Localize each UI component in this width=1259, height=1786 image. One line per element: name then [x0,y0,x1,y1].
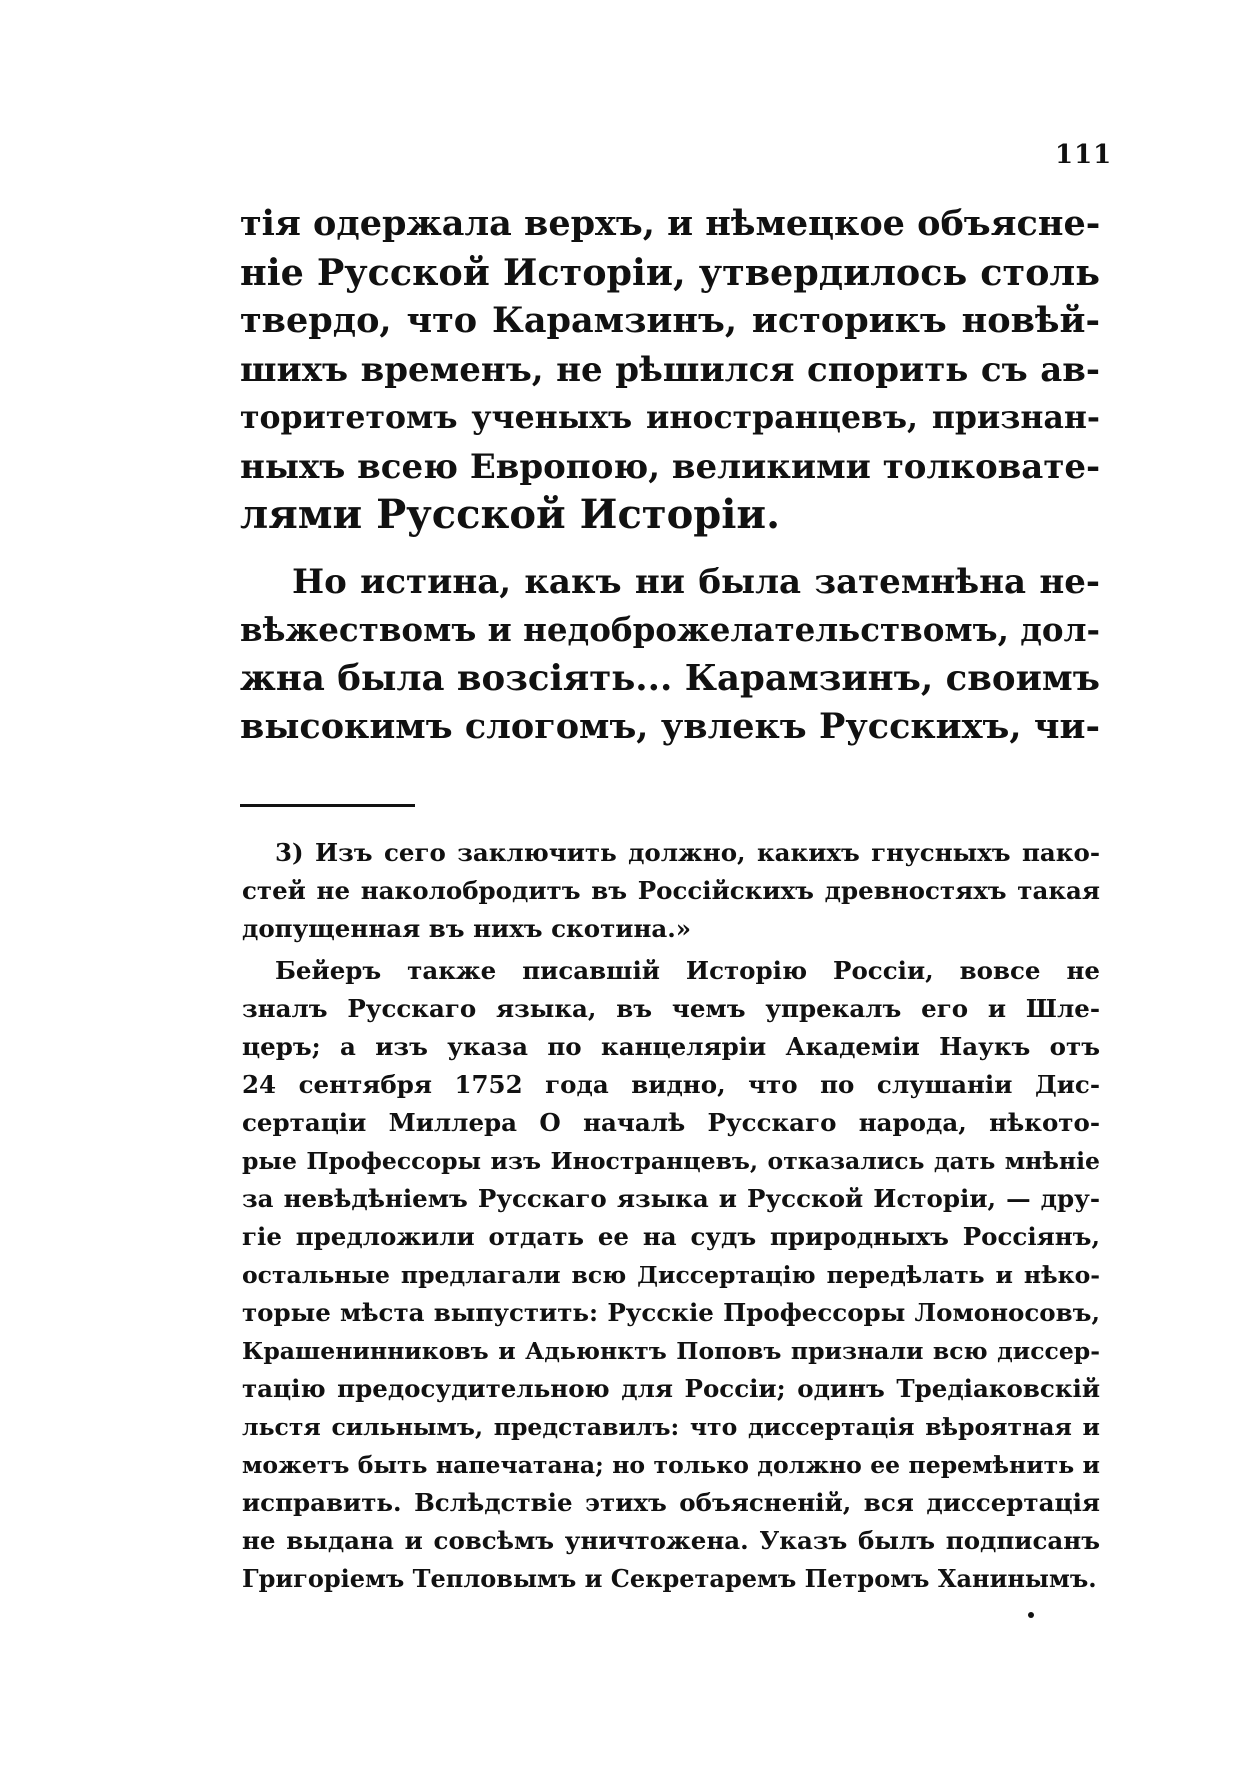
text-line: торитетомъ ученыхъ иностранцевъ, признан- [240,399,1100,436]
footnote-line: сертаціи Миллера О началѣ Русскаго народа, нѣкото- [242,1108,1100,1137]
text-line: лями Русской Исторіи. [240,491,781,538]
footnote-line: гіе предложили отдать ее на судъ природныхъ Россіянъ, [242,1222,1100,1251]
main-text [240,200,1100,752]
footnote-line: Бейеръ также писавшій Исторію Россіи, вовсе не [275,956,1100,985]
text-line: высокимъ слогомъ, увлекъ Русскихъ, чи- [240,706,1100,747]
text-line: вѣжествомъ и недоброжелательствомъ, дол- [240,610,1100,649]
footnote-line: стей не наколобродитъ въ Россійскихъ древностяхъ такая [242,876,1100,905]
footnote-line: церъ; а изъ указа по канцеляріи Академіи Наукъ отъ [242,1032,1100,1061]
text-line: ніе Русской Исторіи, утвердилось столь [240,250,1100,294]
footnote-line: допущенная въ нихъ скотина.» [242,914,692,943]
footnote-line: 24 сентября 1752 года видно, что по слушаніи Дис- [242,1070,1100,1099]
text-line: ныхъ всею Европою, великими толковате- [240,446,1101,487]
text-line: жна была возсіять... Карамзинъ, своимъ [240,657,1100,699]
text-line: тія одержала верхъ, и нѣмецкое объясне- [240,203,1101,244]
ink-dot [1028,1612,1034,1618]
footnote-line: можетъ быть напечатана; но только должно ее перемѣнить и [242,1451,1100,1479]
footnote-rule [240,804,415,807]
footnotes [242,834,1100,1598]
footnote-line: торые мѣста выпустить: Русскіе Профессоры Ломоносовъ, [242,1298,1100,1327]
footnote-line: зналъ Русскаго языка, въ чемъ упрекалъ его и Шле- [242,994,1100,1023]
footnote-line: 3) Изъ сего заключить должно, какихъ гнусныхъ пако- [275,838,1100,867]
footnote-line: тацію предосудительною для Россіи; одинъ Тредіаковскій [242,1374,1100,1403]
footnote-line: за невѣдѣніемъ Русскаго языка и Русской Исторіи, — дру- [242,1184,1100,1213]
text-line: шихъ временъ, не рѣшился спорить съ ав- [240,349,1100,390]
footnote-line: не выдана и совсѣмъ уничтожена. Указъ былъ подписанъ [242,1526,1100,1555]
footnote-line: Григоріемъ Тепловымъ и Секретаремъ Петромъ Ханинымъ. [242,1564,1097,1593]
footnote-line: остальные предлагали всю Диссертацію передѣлать и нѣко- [242,1261,1100,1289]
text-line: Но истина, какъ ни была затемнѣна не- [292,561,1100,602]
text-line: твердо, что Карамзинъ, историкъ новѣй- [240,300,1100,341]
footnote-line: льстя сильнымъ, представилъ: что диссертація вѣроятная и [242,1413,1100,1441]
page-number: 111 [1055,140,1113,170]
footnote-line: рые Профессоры изъ Иностранцевъ, отказались дать мнѣніе [242,1147,1100,1175]
footnote-line: исправить. Вслѣдствіе этихъ объясненій, вся диссертація [242,1488,1100,1517]
footnote-line: Крашенинниковъ и Адьюнктъ Поповъ признали всю диссер- [242,1337,1100,1365]
